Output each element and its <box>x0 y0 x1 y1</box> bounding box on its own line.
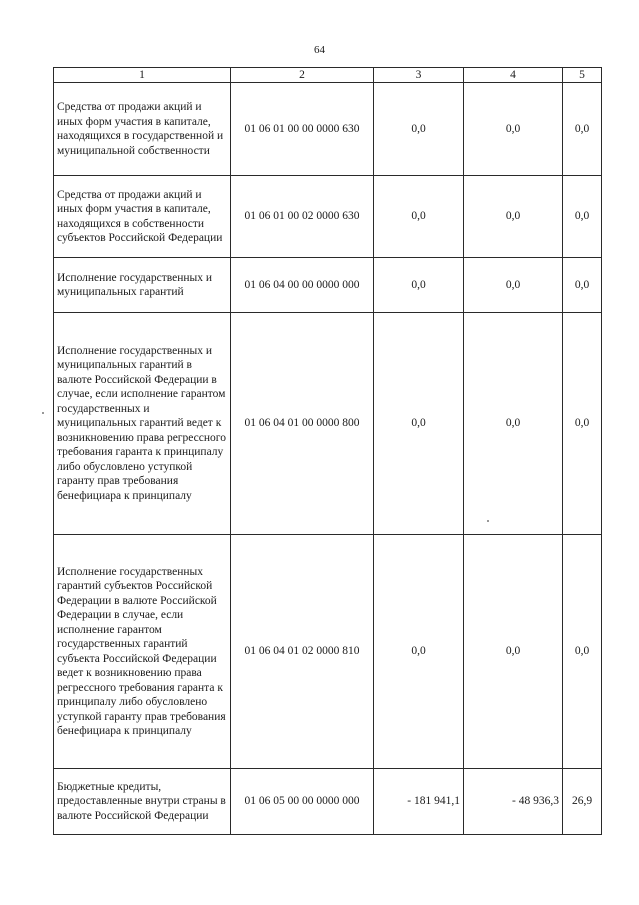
row-name: Бюджетные кредиты, предоставленные внутри страны в валюте Российской Федерации <box>54 769 231 835</box>
table-row <box>54 535 602 769</box>
row-name: Исполнение государственных гарантий субъектов Российской Федерации в валюте Российской Федерации в случае, если исполнение гарантом государственных гарантий субъекта Российской Федерации ведет к возникновению права регрессного требования гаранта к принципалу либо обусловлено уступкой гаранту прав требования бенефициара к принципалу <box>54 535 231 769</box>
row-col5: 0,0 <box>563 176 602 258</box>
scan-speck <box>42 412 44 414</box>
header-col-3: 3 <box>374 68 464 83</box>
row-code: 01 06 01 00 00 0000 630 <box>231 83 374 176</box>
row-code: 01 06 04 01 02 0000 810 <box>231 535 374 769</box>
row-col4: 0,0 <box>464 83 563 176</box>
scan-speck <box>487 520 489 522</box>
row-col4: 0,0 <box>464 258 563 313</box>
row-col3: 0,0 <box>374 176 464 258</box>
row-col4: 0,0 <box>464 313 563 535</box>
header-col-4: 4 <box>464 68 563 83</box>
table-row <box>54 769 602 835</box>
row-name: Средства от продажи акций и иных форм участия в капитале, находящихся в государственной и муниципальной собственности <box>54 83 231 176</box>
table-header-row <box>54 68 602 83</box>
row-col3: 0,0 <box>374 83 464 176</box>
row-col4: 0,0 <box>464 535 563 769</box>
header-col-1: 1 <box>54 68 231 83</box>
row-col3: 0,0 <box>374 258 464 313</box>
row-name: Исполнение государственных и муниципальных гарантий <box>54 258 231 313</box>
table-row <box>54 313 602 535</box>
row-code: 01 06 01 00 02 0000 630 <box>231 176 374 258</box>
row-col3: 0,0 <box>374 535 464 769</box>
row-col4: - 48 936,3 <box>464 769 563 835</box>
row-col5: 0,0 <box>563 258 602 313</box>
row-col5: 26,9 <box>563 769 602 835</box>
table-row <box>54 83 602 176</box>
page-number: 64 <box>314 44 325 56</box>
table-row <box>54 176 602 258</box>
header-col-2: 2 <box>231 68 374 83</box>
header-col-5: 5 <box>563 68 602 83</box>
row-name: Средства от продажи акций и иных форм участия в капитале, находящихся в собственности субъектов Российской Федерации <box>54 176 231 258</box>
row-col5: 0,0 <box>563 535 602 769</box>
row-col5: 0,0 <box>563 83 602 176</box>
row-col4: 0,0 <box>464 176 563 258</box>
row-col3: 0,0 <box>374 313 464 535</box>
row-code: 01 06 04 01 00 0000 800 <box>231 313 374 535</box>
row-col5: 0,0 <box>563 313 602 535</box>
row-code: 01 06 04 00 00 0000 000 <box>231 258 374 313</box>
budget-sources-table <box>53 67 602 835</box>
table-row <box>54 258 602 313</box>
row-code: 01 06 05 00 00 0000 000 <box>231 769 374 835</box>
row-name: Исполнение государственных и муниципальных гарантий в валюте Российской Федерации в случае, если исполнение гарантом государственных и муниципальных гарантий ведет к возникновению права регрессного требования гаранта к принципалу либо обусловлено уступкой гаранту прав требования бенефициара к принципалу <box>54 313 231 535</box>
row-col3: - 181 941,1 <box>374 769 464 835</box>
